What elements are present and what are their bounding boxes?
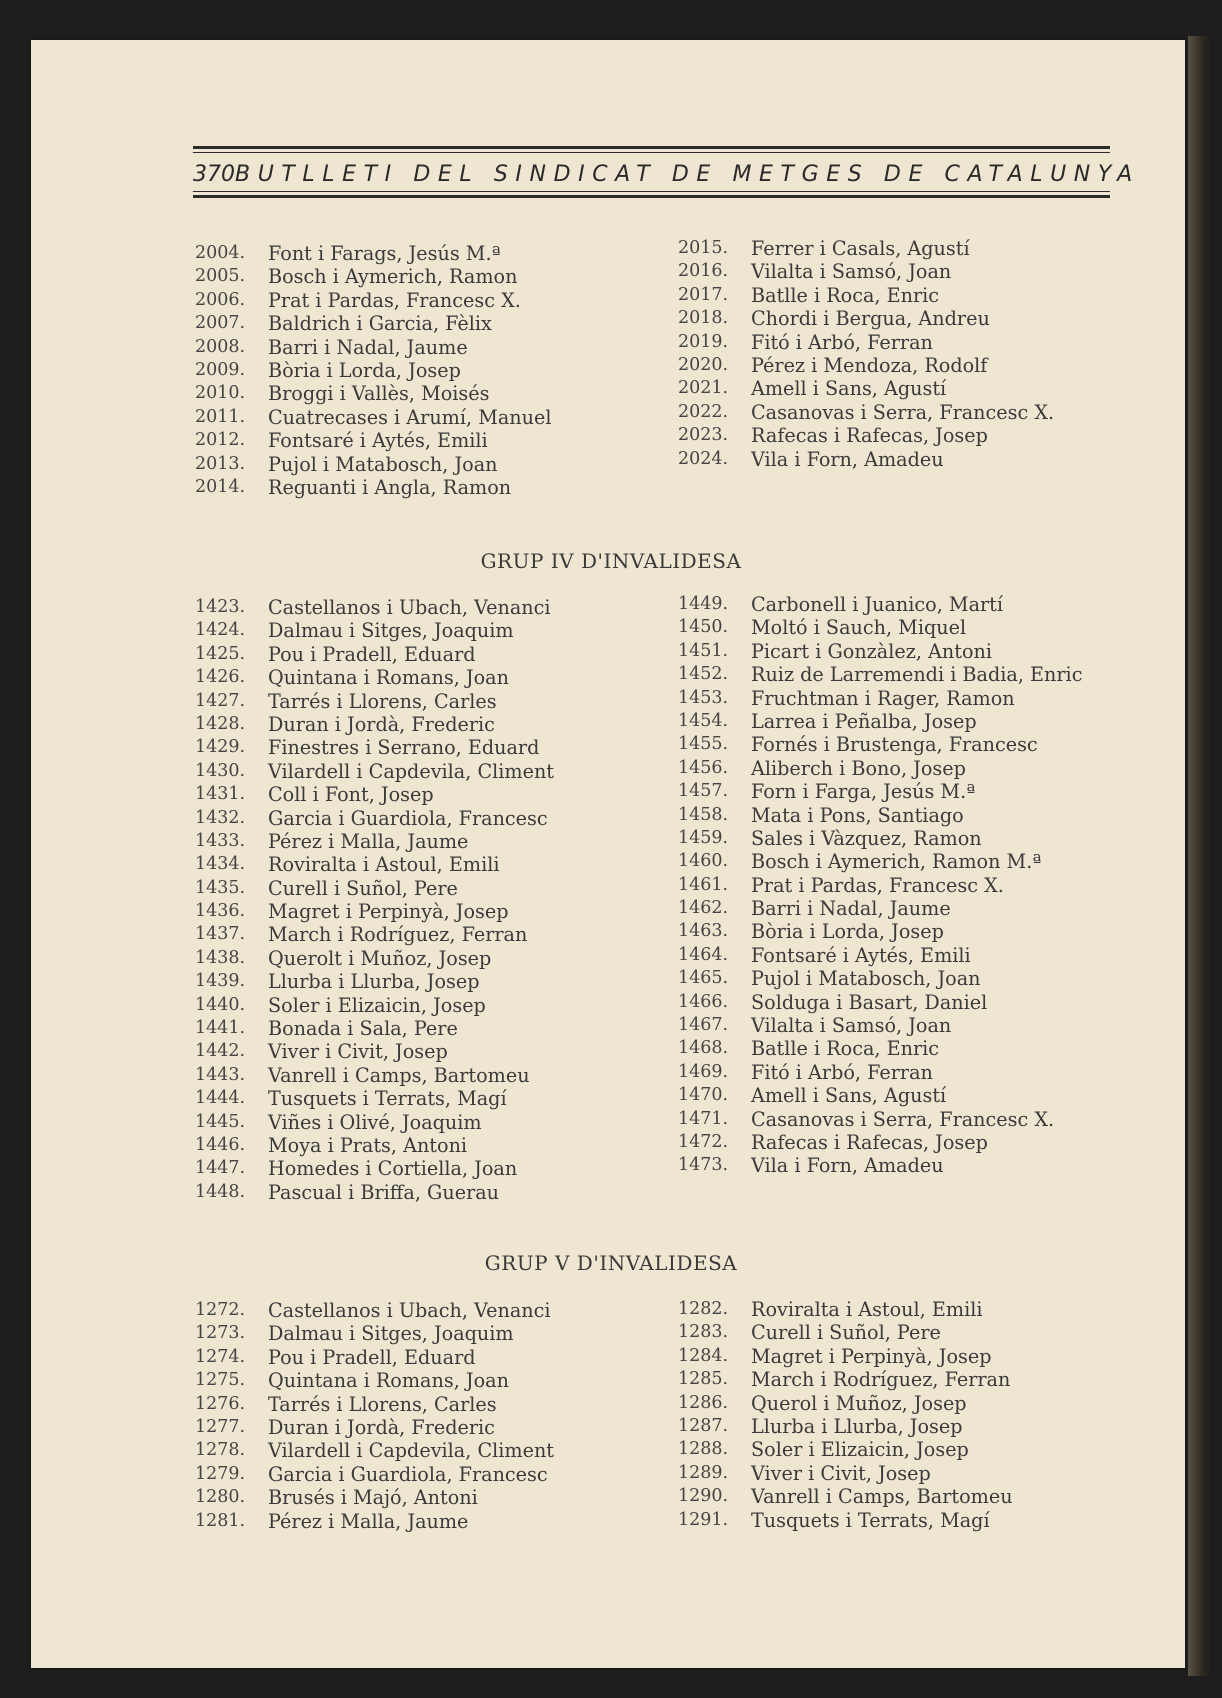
member-number: 1450.	[678, 617, 729, 638]
member-name: Casanovas i Serra, Francesc X.	[751, 400, 1055, 424]
member-name: Viñes i Olivé, Joaquim	[268, 1110, 482, 1134]
member-number: 1434.	[195, 854, 246, 875]
member-number: 1473.	[678, 1155, 729, 1176]
member-name: Baldrich i Garcia, Fèlix	[268, 312, 492, 336]
member-number: 2004.	[195, 243, 246, 263]
member-name: Rafecas i Rafecas, Josep	[751, 424, 988, 448]
member-number: 2015.	[678, 238, 729, 258]
member-name: Batlle i Roca, Enric	[751, 1037, 940, 1061]
member-name: Dalmau i Sitges, Joaquim	[268, 619, 514, 643]
member-number: 1470.	[678, 1085, 729, 1106]
header-top-rule	[193, 146, 1110, 149]
member-number: 1446.	[195, 1134, 246, 1155]
member-number: 2016.	[678, 261, 729, 282]
member-name: Solduga i Basart, Daniel	[751, 990, 988, 1014]
member-number: 1281.	[195, 1510, 246, 1531]
member-name: Pou i Pradell, Eduard	[268, 642, 476, 666]
member-name: Vanrell i Camps, Bartomeu	[751, 1485, 1013, 1509]
member-number: 1273.	[195, 1323, 246, 1344]
journal-title: BUTLLETI DEL SINDICAT DE METGES DE CATALUNYA	[235, 162, 1140, 187]
member-number: 1457.	[678, 781, 729, 802]
member-name: Chordi i Bergua, Andreu	[751, 307, 990, 331]
member-name: Duran i Jordà, Frederic	[268, 1415, 495, 1439]
member-number: 1278.	[195, 1440, 246, 1461]
member-name: Viver i Civit, Josep	[268, 1040, 448, 1064]
member-number: 1287.	[678, 1415, 729, 1436]
header-bottom-rule	[193, 195, 1110, 198]
member-name: Fruchtman i Rager, Ramon	[751, 686, 1015, 710]
member-number: 1467.	[678, 1015, 729, 1036]
member-name: Bòria i Lorda, Josep	[268, 358, 461, 382]
member-name: Fitó i Arbó, Ferran	[751, 330, 933, 354]
group4-heading: GRUP IV D'INVALIDESA	[480, 549, 742, 573]
member-number: 1463.	[678, 921, 729, 942]
member-name: Mata i Pons, Santiago	[751, 803, 964, 827]
member-number: 2009.	[195, 359, 246, 380]
member-number: 1460.	[678, 851, 729, 872]
member-number: 1435.	[195, 877, 246, 898]
member-name: Soler i Elizaicin, Josep	[751, 1438, 969, 1462]
member-name: Rafecas i Rafecas, Josep	[751, 1130, 988, 1154]
member-name: Bosch i Aymerich, Ramon	[268, 265, 518, 289]
member-name: Ruiz de Larremendi i Badia, Enric	[751, 663, 1083, 687]
member-name: Dalmau i Sitges, Joaquim	[268, 1322, 514, 1346]
member-number: 2012.	[195, 430, 246, 451]
member-name: Homedes i Cortiella, Joan	[268, 1157, 518, 1181]
member-name: Viver i Civit, Josep	[751, 1461, 931, 1485]
member-name: Garcia i Guardiola, Francesc	[268, 1462, 548, 1486]
member-name: Reguanti i Angla, Ramon	[268, 475, 512, 499]
member-name: Bosch i Aymerich, Ramon M.ª	[751, 850, 1042, 874]
member-number: 1274.	[195, 1346, 246, 1367]
member-number: 2014.	[195, 476, 246, 497]
member-name: Curell i Suñol, Pere	[268, 876, 458, 900]
member-name: Forn i Farga, Jesús M.ª	[751, 780, 976, 804]
member-number: 1471.	[678, 1108, 729, 1129]
member-number: 1449.	[678, 594, 729, 614]
member-number: 1276.	[195, 1393, 246, 1414]
member-number: 1469.	[678, 1061, 729, 1082]
member-number: 1426.	[195, 667, 246, 688]
member-number: 1464.	[678, 944, 729, 965]
member-name: Llurba i Llurba, Josep	[751, 1414, 963, 1438]
member-number: 2005.	[195, 266, 246, 287]
member-name: Pujol i Matabosch, Joan	[268, 452, 498, 476]
member-name: Fontsaré i Aytés, Emili	[268, 429, 488, 453]
member-number: 2024.	[678, 448, 729, 469]
member-name: Picart i Gonzàlez, Antoni	[751, 639, 993, 663]
member-name: Fontsaré i Aytés, Emili	[751, 943, 971, 967]
group5-heading: GRUP V D'INVALIDESA	[484, 1251, 738, 1275]
member-name: Vilalta i Samsó, Joan	[751, 260, 952, 284]
member-number: 1282.	[678, 1299, 729, 1319]
header-top-rule-thin	[193, 152, 1110, 153]
member-number: 1424.	[195, 620, 246, 641]
member-name: Roviralta i Astoul, Emili	[268, 853, 500, 877]
member-name: Vilardell i Capdevila, Climent	[268, 759, 555, 783]
member-name: Soler i Elizaicin, Josep	[268, 993, 486, 1017]
member-number: 1283.	[678, 1322, 729, 1343]
member-name: Roviralta i Astoul, Emili	[751, 1298, 983, 1321]
member-number: 1436.	[195, 901, 246, 922]
member-name: Barri i Nadal, Jaume	[268, 335, 468, 359]
member-number: 1441.	[195, 1018, 246, 1039]
member-name: Quintana i Romans, Joan	[268, 1369, 509, 1393]
member-number: 1445.	[195, 1111, 246, 1132]
member-name: Vila i Forn, Amadeu	[751, 447, 944, 471]
member-name: Amell i Sans, Agustí	[751, 1084, 947, 1108]
member-name: Quintana i Romans, Joan	[268, 666, 509, 690]
member-name: Pujol i Matabosch, Joan	[751, 967, 981, 991]
member-name: Fitó i Arbó, Ferran	[751, 1060, 933, 1084]
member-number: 1423.	[195, 597, 246, 617]
member-number: 2011.	[195, 406, 246, 427]
member-number: 2020.	[678, 354, 729, 375]
member-number: 2022.	[678, 401, 729, 422]
member-number: 1439.	[195, 971, 246, 992]
member-number: 1433.	[195, 830, 246, 851]
member-number: 2018.	[678, 308, 729, 329]
member-name: Prat i Pardas, Francesc X.	[751, 873, 1004, 897]
member-number: 1275.	[195, 1370, 246, 1391]
page-number: 370	[193, 162, 235, 187]
book-spine-edge	[1188, 36, 1214, 1676]
member-name: Vila i Forn, Amadeu	[751, 1154, 944, 1178]
member-number: 1461.	[678, 874, 729, 895]
member-name: Batlle i Roca, Enric	[751, 283, 940, 307]
member-name: Castellanos i Ubach, Venanci	[268, 1299, 551, 1322]
member-name: Tusquets i Terrats, Magí	[268, 1087, 507, 1111]
member-number: 1453.	[678, 687, 729, 708]
member-number: 1443.	[195, 1064, 246, 1085]
member-name: Tusquets i Terrats, Magí	[751, 1508, 990, 1532]
member-number: 1458.	[678, 804, 729, 825]
member-number: 1440.	[195, 994, 246, 1015]
member-name: Pou i Pradell, Eduard	[268, 1345, 476, 1369]
member-name: Fornés i Brustenga, Francesc	[751, 733, 1038, 757]
member-number: 1290.	[678, 1486, 729, 1507]
member-number: 1456.	[678, 757, 729, 778]
member-number: 1427.	[195, 690, 246, 711]
member-name: Vilardell i Capdevila, Climent	[268, 1439, 555, 1463]
member-name: Pérez i Malla, Jaume	[268, 829, 469, 853]
member-name: Font i Farags, Jesús M.ª	[268, 242, 501, 265]
member-number: 2019.	[678, 331, 729, 352]
member-number: 1462.	[678, 898, 729, 919]
member-name: Bòria i Lorda, Josep	[751, 920, 944, 944]
member-number: 1280.	[195, 1487, 246, 1508]
member-name: Aliberch i Bono, Josep	[751, 756, 966, 780]
member-name: March i Rodríguez, Ferran	[268, 923, 528, 947]
member-number: 1437.	[195, 924, 246, 945]
member-name: Amell i Sans, Agustí	[751, 377, 947, 401]
header-bottom-rule-thin	[193, 191, 1110, 192]
member-number: 1454.	[678, 710, 729, 731]
member-number: 1472.	[678, 1131, 729, 1152]
member-number: 2008.	[195, 336, 246, 357]
member-number: 2013.	[195, 453, 246, 474]
member-number: 2007.	[195, 313, 246, 334]
member-number: 1451.	[678, 640, 729, 661]
member-number: 1466.	[678, 991, 729, 1012]
member-name: Carbonell i Juanico, Martí	[751, 593, 1004, 616]
member-name: Vanrell i Camps, Bartomeu	[268, 1063, 530, 1087]
member-number: 2006.	[195, 289, 246, 310]
member-name: Bonada i Sala, Pere	[268, 1017, 458, 1041]
member-name: Tarrés i Llorens, Carles	[268, 689, 497, 713]
member-name: Garcia i Guardiola, Francesc	[268, 806, 548, 830]
member-name: Tarrés i Llorens, Carles	[268, 1392, 497, 1416]
member-number: 1442.	[195, 1041, 246, 1062]
member-number: 1272.	[195, 1300, 246, 1320]
member-name: Vilalta i Samsó, Joan	[751, 1014, 952, 1038]
member-number: 1465.	[678, 968, 729, 989]
member-name: Magret i Perpinyà, Josep	[268, 900, 509, 924]
member-name: Duran i Jordà, Frederic	[268, 712, 495, 736]
member-name: Querol i Muñoz, Josep	[751, 1391, 967, 1415]
member-number: 1431.	[195, 784, 246, 805]
member-name: Coll i Font, Josep	[268, 783, 434, 807]
member-name: Pascual i Briffa, Guerau	[268, 1180, 500, 1204]
member-name: Cuatrecases i Arumí, Manuel	[268, 405, 552, 429]
member-name: Magret i Perpinyà, Josep	[751, 1344, 992, 1368]
member-name: Pérez i Mendoza, Rodolf	[751, 353, 988, 377]
member-name: Brusés i Majó, Antoni	[268, 1486, 478, 1510]
member-number: 1279.	[195, 1463, 246, 1484]
member-number: 1284.	[678, 1345, 729, 1366]
member-name: Ferrer i Casals, Agustí	[751, 237, 970, 260]
member-name: Curell i Suñol, Pere	[751, 1321, 941, 1345]
member-number: 2017.	[678, 284, 729, 305]
member-number: 1438.	[195, 947, 246, 968]
member-number: 1455.	[678, 734, 729, 755]
member-name: Llurba i Llurba, Josep	[268, 970, 480, 994]
member-name: Casanovas i Serra, Francesc X.	[751, 1107, 1055, 1131]
member-name: Querolt i Muñoz, Josep	[268, 946, 492, 970]
member-number: 1447.	[195, 1158, 246, 1179]
member-number: 1428.	[195, 713, 246, 734]
member-name: Sales i Vàzquez, Ramon	[751, 826, 982, 850]
member-name: Larrea i Peñalba, Josep	[751, 709, 977, 733]
member-name: Broggi i Vallès, Moisés	[268, 382, 490, 406]
member-number: 1285.	[678, 1369, 729, 1390]
member-name: Moya i Prats, Antoni	[268, 1133, 468, 1157]
member-number: 1452.	[678, 664, 729, 685]
member-name: Finestres i Serrano, Eduard	[268, 736, 540, 760]
member-name: Moltó i Sauch, Miquel	[751, 616, 967, 640]
member-number: 1425.	[195, 643, 246, 664]
member-name: Barri i Nadal, Jaume	[751, 897, 951, 921]
member-name: March i Rodríguez, Ferran	[751, 1368, 1011, 1392]
member-number: 1459.	[678, 827, 729, 848]
member-number: 1430.	[195, 760, 246, 781]
member-number: 1286.	[678, 1392, 729, 1413]
member-number: 2010.	[195, 383, 246, 404]
member-number: 1432.	[195, 807, 246, 828]
running-header	[193, 162, 1140, 187]
member-number: 1277.	[195, 1416, 246, 1437]
member-name: Castellanos i Ubach, Venanci	[268, 596, 551, 619]
member-number: 1288.	[678, 1439, 729, 1460]
member-number: 1444.	[195, 1088, 246, 1109]
member-number: 1448.	[195, 1181, 246, 1202]
member-number: 1291.	[678, 1509, 729, 1530]
member-name: Pérez i Malla, Jaume	[268, 1509, 469, 1533]
member-number: 2023.	[678, 425, 729, 446]
member-name: Prat i Pardas, Francesc X.	[268, 288, 521, 312]
member-number: 2021.	[678, 378, 729, 399]
member-number: 1468.	[678, 1038, 729, 1059]
member-number: 1429.	[195, 737, 246, 758]
member-number: 1289.	[678, 1462, 729, 1483]
